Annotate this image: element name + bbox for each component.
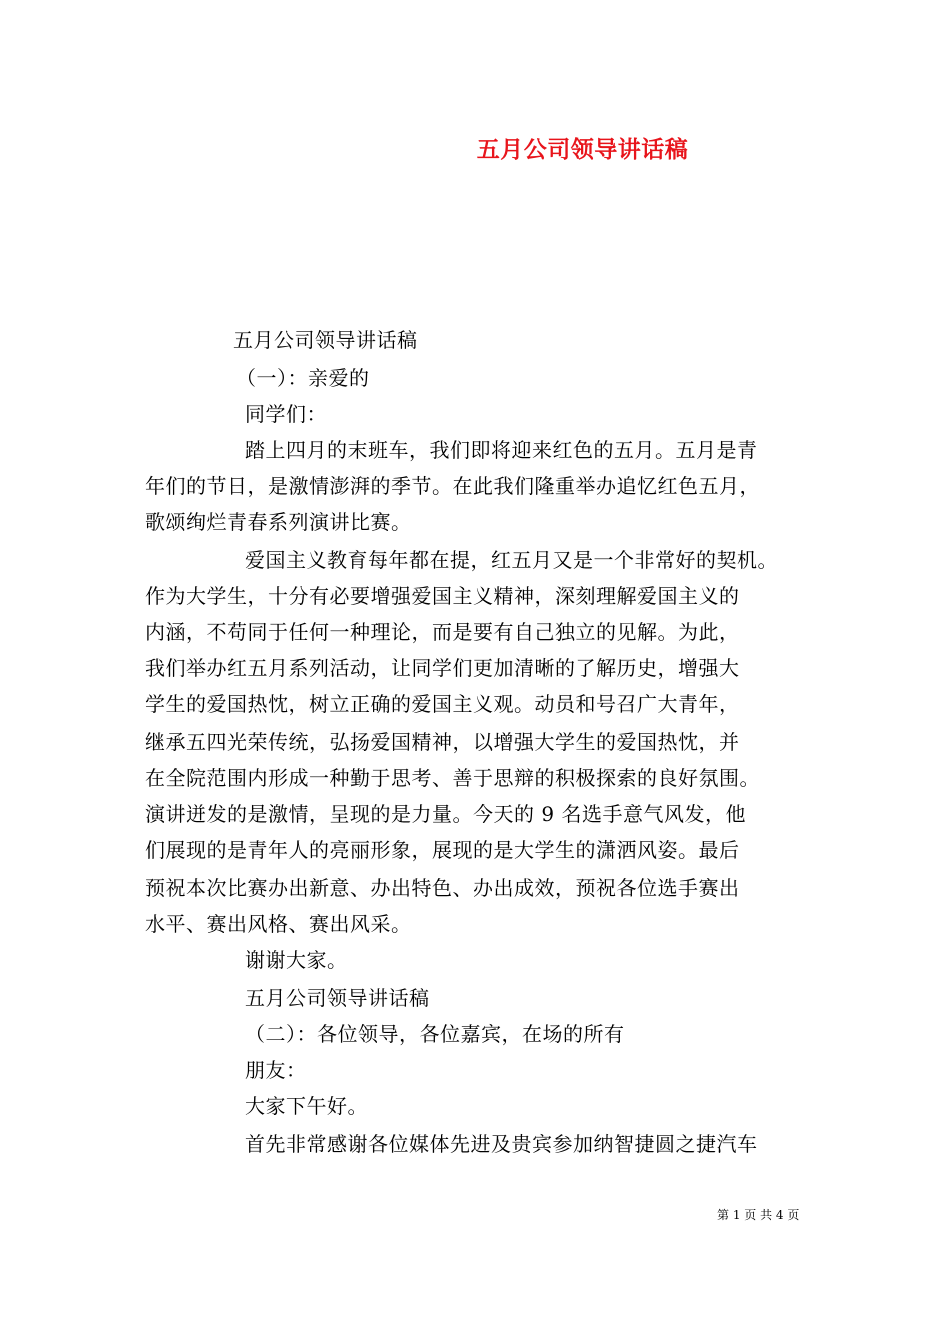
body-line: 年们的节日，是激情澎湃的季节。在此我们隆重举办追忆红色五月，	[145, 474, 760, 498]
body-line: 大家下午好。	[245, 1094, 368, 1118]
body-line: 五月公司领导讲话稿	[233, 328, 418, 352]
body-line: 五月公司领导讲话稿	[245, 986, 430, 1010]
body-line: 我们举办红五月系列活动，让同学们更加清晰的了解历史，增强大	[145, 656, 740, 680]
body-line: 歌颂绚烂青春系列演讲比赛。	[145, 510, 412, 534]
body-line: 内涵，不苟同于任何一种理论，而是要有自己独立的见解。为此，	[145, 620, 740, 644]
page-number: 第 1 页 共 4 页	[717, 1208, 800, 1222]
body-line: 踏上四月的末班车，我们即将迎来红色的五月。五月是青	[245, 438, 758, 462]
body-line: 首先非常感谢各位媒体先进及贵宾参加纳智捷圆之捷汽车	[245, 1132, 758, 1156]
body-line: 学生的爱国热忱，树立正确的爱国主义观。动员和号召广大青年，	[145, 692, 740, 716]
body-line: 水平、赛出风格、赛出风采。	[145, 912, 412, 936]
body-line: 继承五四光荣传统，弘扬爱国精神，以增强大学生的爱国热忱，并	[145, 730, 740, 754]
body-line: 作为大学生，十分有必要增强爱国主义精神，深刻理解爱国主义的	[145, 584, 740, 608]
body-line: 们展现的是青年人的亮丽形象，展现的是大学生的潇洒风姿。最后	[145, 838, 740, 862]
body-line: 同学们：	[245, 402, 327, 426]
body-line: 谢谢大家。	[245, 948, 348, 972]
body-line: 演讲迸发的是激情，呈现的是力量。今天的 9 名选手意气风发，他	[145, 802, 746, 826]
body-line: 朋友：	[245, 1058, 307, 1082]
body-line: （二）：各位领导，各位嘉宾，在场的所有	[245, 1022, 625, 1046]
document-title: 五月公司领导讲话稿	[476, 136, 689, 163]
body-line: 在全院范围内形成一种勤于思考、善于思辩的积极探索的良好氛围。	[145, 766, 760, 790]
body-line: 爱国主义教育每年都在提，红五月又是一个非常好的契机。	[245, 548, 778, 572]
body-line: 预祝本次比赛办出新意、办出特色、办出成效，预祝各位选手赛出	[145, 876, 740, 900]
body-line: （一）：亲爱的	[236, 366, 370, 390]
